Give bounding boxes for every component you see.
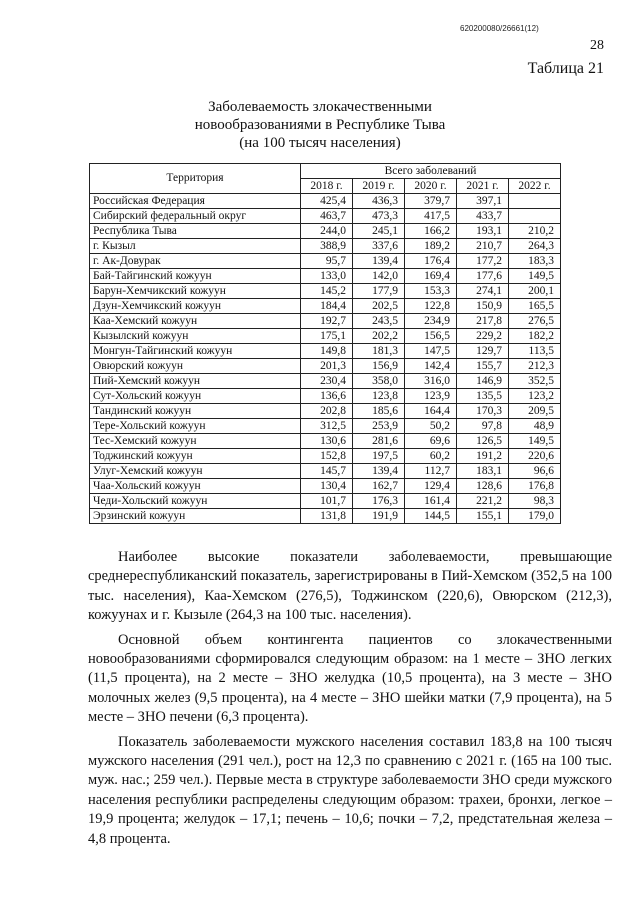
header-year: 2021 г.: [457, 179, 509, 194]
territory-name: Дзун-Хемчикский кожуун: [90, 299, 301, 314]
table-cell-value: 112,7: [405, 464, 457, 479]
header-total-cases: Всего заболеваний: [301, 164, 561, 179]
table-row: [90, 494, 561, 509]
table-cell-value: 129,7: [457, 344, 509, 359]
title-line-3: (на 100 тысяч населения): [239, 135, 401, 151]
table-cell-value: 189,2: [405, 239, 457, 254]
table-cell-value: 352,5: [509, 374, 561, 389]
table-cell-value: 149,8: [301, 344, 353, 359]
table-cell-value: 358,0: [353, 374, 405, 389]
header-year: 2020 г.: [405, 179, 457, 194]
table-row: [90, 284, 561, 299]
table-cell-value: 202,8: [301, 404, 353, 419]
territory-name: Сибирский федеральный округ: [90, 209, 301, 224]
paragraph: Показатель заболеваемости мужского населения составил 183,8 на 100 тысяч мужского населения (291 чел.), рост на 12,3 по сравнению с 2021 г. (165 на 100 тыс. муж. нас.; 259 чел.). Первые места в структуре заболеваемости ЗНО среди мужского населения республики распределены следующим образом: трахеи, бронхи, легкое – 19,9 процента; желудок – 17,1; печень – 10,6; почки – 7,2, предстательная железа – 4,8 процента.: [88, 733, 612, 847]
territory-name: Эрзинский кожуун: [90, 509, 301, 524]
table-cell-value: 191,9: [353, 509, 405, 524]
table-cell-value: 221,2: [457, 494, 509, 509]
territory-name: Каа-Хемский кожуун: [90, 314, 301, 329]
table-row: [90, 239, 561, 254]
table-cell-value: 156,5: [405, 329, 457, 344]
table-row: [90, 224, 561, 239]
table-cell-value: 316,0: [405, 374, 457, 389]
table-row: [90, 404, 561, 419]
territory-name: Пий-Хемский кожуун: [90, 374, 301, 389]
table-cell-value: 135,5: [457, 389, 509, 404]
table-row: [90, 209, 561, 224]
table-cell-value: 123,8: [353, 389, 405, 404]
table-row: [90, 464, 561, 479]
table-cell-value: 155,1: [457, 509, 509, 524]
table-row: [90, 329, 561, 344]
territory-name: Улуг-Хемский кожуун: [90, 464, 301, 479]
header-year: 2018 г.: [301, 179, 353, 194]
table-cell-value: 264,3: [509, 239, 561, 254]
table-cell-value: 274,1: [457, 284, 509, 299]
table-cell-value: 145,2: [301, 284, 353, 299]
table-cell-value: 50,2: [405, 419, 457, 434]
table-cell-value: 113,5: [509, 344, 561, 359]
table-label: Таблица 21: [527, 60, 604, 77]
document-id: 620200080/26661(12): [460, 24, 539, 33]
paragraph: Наиболее высокие показатели заболеваемости, превышающие среднереспубликанский показатель, зарегистрированы в Пий-Хемском (352,5 на 100 тыс. населения), Каа-Хемском (276,5), Тоджинском (220,6), Овюрском (212,3), кожуунах и г. Кызыле (264,3 на 100 тыс. населения).: [88, 549, 612, 624]
table-cell-value: 181,3: [353, 344, 405, 359]
table-cell-value: 170,3: [457, 404, 509, 419]
table-cell-value: 177,2: [457, 254, 509, 269]
table-cell-value: 147,5: [405, 344, 457, 359]
table-cell-value: 142,4: [405, 359, 457, 374]
table-row: [90, 434, 561, 449]
territory-name: Тес-Хемский кожуун: [90, 434, 301, 449]
table-cell-value: 197,5: [353, 449, 405, 464]
territory-name: Бай-Тайгинский кожуун: [90, 269, 301, 284]
table-cell-value: 175,1: [301, 329, 353, 344]
header-year: 2022 г.: [509, 179, 561, 194]
table-cell-value: 95,7: [301, 254, 353, 269]
territory-name: Тоджинский кожуун: [90, 449, 301, 464]
table-cell-value: 153,3: [405, 284, 457, 299]
table-cell-value: 156,9: [353, 359, 405, 374]
territory-name: Монгун-Тайгинский кожуун: [90, 344, 301, 359]
table-cell-value: 176,4: [405, 254, 457, 269]
table-cell-value: 210,2: [509, 224, 561, 239]
table-cell-value: 337,6: [353, 239, 405, 254]
territory-name: Сут-Хольский кожуун: [90, 389, 301, 404]
territory-name: Овюрский кожуун: [90, 359, 301, 374]
table-cell-value: 217,8: [457, 314, 509, 329]
morbidity-table: [89, 163, 561, 524]
table-cell-value: 281,6: [353, 434, 405, 449]
table-row: [90, 449, 561, 464]
table-cell-value: 229,2: [457, 329, 509, 344]
table-cell-value: 129,4: [405, 479, 457, 494]
territory-name: г. Кызыл: [90, 239, 301, 254]
territory-name: г. Ак-Довурак: [90, 254, 301, 269]
table-cell-value: 312,5: [301, 419, 353, 434]
header-year: 2019 г.: [353, 179, 405, 194]
table-cell-value: 388,9: [301, 239, 353, 254]
table-cell-value: 185,6: [353, 404, 405, 419]
table-cell-value: 161,4: [405, 494, 457, 509]
table-cell-value: 130,6: [301, 434, 353, 449]
table-cell-value: 142,0: [353, 269, 405, 284]
table-cell-value: 136,6: [301, 389, 353, 404]
title-line-2: новообразованиями в Республике Тыва: [194, 117, 446, 133]
table-cell-value: 200,1: [509, 284, 561, 299]
table-cell-value: 164,4: [405, 404, 457, 419]
table-cell-value: 209,5: [509, 404, 561, 419]
table-cell-value: 165,5: [509, 299, 561, 314]
table-cell-value: 123,9: [405, 389, 457, 404]
table-row: [90, 299, 561, 314]
table-cell-value: 152,8: [301, 449, 353, 464]
table-cell-value: 149,5: [509, 269, 561, 284]
table-cell-value: 433,7: [457, 209, 509, 224]
table-row: [90, 479, 561, 494]
table-cell-value: 417,5: [405, 209, 457, 224]
table-cell-value: 146,9: [457, 374, 509, 389]
table-cell-value: 425,4: [301, 194, 353, 209]
table-cell-value: 201,3: [301, 359, 353, 374]
table-cell-value: 131,8: [301, 509, 353, 524]
table-row: [90, 254, 561, 269]
table-cell-value: 179,0: [509, 509, 561, 524]
table-cell-value: 212,3: [509, 359, 561, 374]
table-cell-value: 210,7: [457, 239, 509, 254]
territory-name: Тандинский кожуун: [90, 404, 301, 419]
territory-name: Чеди-Хольский кожуун: [90, 494, 301, 509]
table-row: [90, 269, 561, 284]
table-cell-value: 122,8: [405, 299, 457, 314]
table-cell-value: 101,7: [301, 494, 353, 509]
body-text: [88, 548, 612, 854]
table-row: [90, 509, 561, 524]
table-cell-value: 230,4: [301, 374, 353, 389]
table-row: [90, 344, 561, 359]
table-cell-value: 130,4: [301, 479, 353, 494]
table-cell-value: 243,5: [353, 314, 405, 329]
table-row: [90, 194, 561, 209]
table-body: [90, 194, 561, 524]
territory-name: Чаа-Хольский кожуун: [90, 479, 301, 494]
table-cell-value: 162,7: [353, 479, 405, 494]
table-cell-value: 397,1: [457, 194, 509, 209]
table-cell-value: 48,9: [509, 419, 561, 434]
table-cell-value: 96,6: [509, 464, 561, 479]
table-cell-value: 436,3: [353, 194, 405, 209]
table-cell-value: 177,6: [457, 269, 509, 284]
territory-name: Российская Федерация: [90, 194, 301, 209]
table-cell-value: [509, 194, 561, 209]
table-cell-value: 169,4: [405, 269, 457, 284]
table-cell-value: 177,9: [353, 284, 405, 299]
table-cell-value: 126,5: [457, 434, 509, 449]
table-cell-value: 149,5: [509, 434, 561, 449]
table-cell-value: 182,2: [509, 329, 561, 344]
table-cell-value: 253,9: [353, 419, 405, 434]
territory-name: Кызылский кожуун: [90, 329, 301, 344]
table-cell-value: 150,9: [457, 299, 509, 314]
table-cell-value: 155,7: [457, 359, 509, 374]
table-cell-value: 202,5: [353, 299, 405, 314]
table-cell-value: 144,5: [405, 509, 457, 524]
table-row: [90, 359, 561, 374]
table-cell-value: 463,7: [301, 209, 353, 224]
table-cell-value: 234,9: [405, 314, 457, 329]
table-cell-value: 193,1: [457, 224, 509, 239]
header-territory: Территория: [90, 164, 301, 194]
paragraph: Основной объем контингента пациентов со злокачественными новообразованиями сформировался следующим образом: на 1 месте – ЗНО легких (11,5 процента), на 2 месте – ЗНО желудка (10,5 процента), на 3 месте – ЗНО молочных желез (9,5 процента), на 4 месте – ЗНО шейки матки (7,9 процента), на 5 месте – ЗНО печени (6,3 процента).: [88, 631, 612, 726]
table-cell-value: 139,4: [353, 254, 405, 269]
table-cell-value: 183,1: [457, 464, 509, 479]
table-row: [90, 314, 561, 329]
page-number: 28: [590, 38, 604, 53]
table-cell-value: 176,8: [509, 479, 561, 494]
table-title: [0, 98, 640, 152]
table-cell-value: 176,3: [353, 494, 405, 509]
table-cell-value: 139,4: [353, 464, 405, 479]
table-cell-value: 473,3: [353, 209, 405, 224]
territory-name: Тере-Хольский кожуун: [90, 419, 301, 434]
table-cell-value: 184,4: [301, 299, 353, 314]
table-cell-value: 192,7: [301, 314, 353, 329]
table-cell-value: 245,1: [353, 224, 405, 239]
title-line-1: Заболеваемость злокачественными: [208, 99, 432, 115]
table-cell-value: 379,7: [405, 194, 457, 209]
table-row: [90, 389, 561, 404]
table-cell-value: 69,6: [405, 434, 457, 449]
table-cell-value: 166,2: [405, 224, 457, 239]
table-cell-value: 276,5: [509, 314, 561, 329]
table-cell-value: 133,0: [301, 269, 353, 284]
table-cell-value: 128,6: [457, 479, 509, 494]
table-cell-value: [509, 209, 561, 224]
table-cell-value: 123,2: [509, 389, 561, 404]
table-row: [90, 419, 561, 434]
table-cell-value: 183,3: [509, 254, 561, 269]
table-cell-value: 145,7: [301, 464, 353, 479]
territory-name: Барун-Хемчикский кожуун: [90, 284, 301, 299]
table-cell-value: 202,2: [353, 329, 405, 344]
table-cell-value: 60,2: [405, 449, 457, 464]
table-cell-value: 191,2: [457, 449, 509, 464]
table-cell-value: 220,6: [509, 449, 561, 464]
table-row: [90, 374, 561, 389]
territory-name: Республика Тыва: [90, 224, 301, 239]
table-cell-value: 97,8: [457, 419, 509, 434]
table-cell-value: 98,3: [509, 494, 561, 509]
table-cell-value: 244,0: [301, 224, 353, 239]
